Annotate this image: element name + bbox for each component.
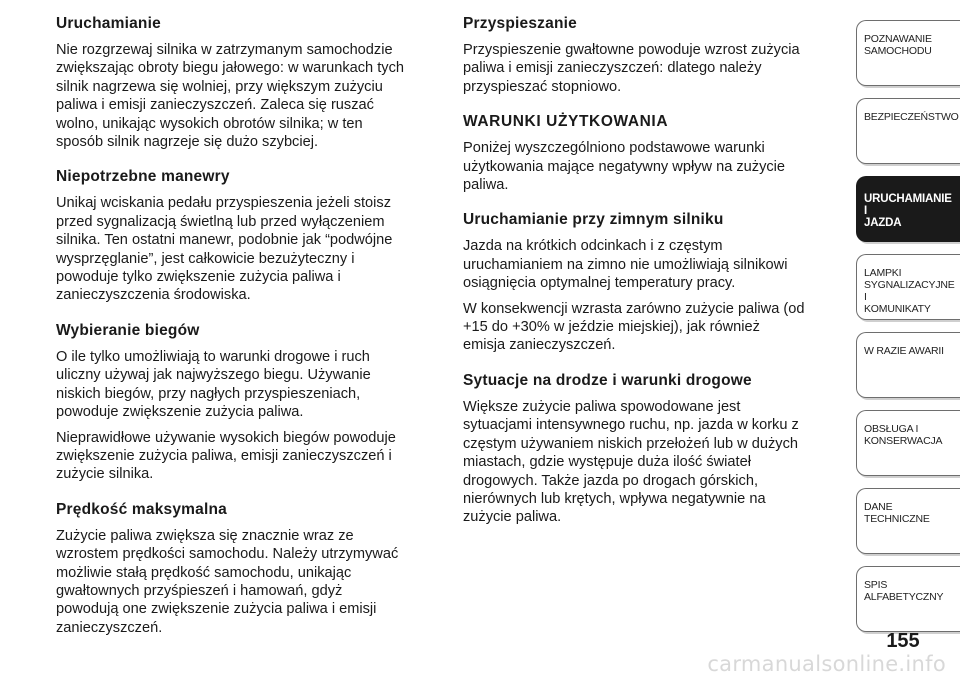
section-uruchamianie	[56, 14, 446, 151]
paragraph: Unikaj wciskania pedału przyspieszenia jeżeli stoisz przed sygnalizacją świetlną lub przed wyłączeniem silnika. Ten ostatni manewr, podobnie jak “podwójne wysprzęglanie”, jest całkowicie bezużyteczny i powoduje tylko zwiększenie zużycia paliwa i zanieczyszczenia środowiska.	[56, 195, 393, 304]
tab-w-razie-awarii[interactable]: W RAZIE AWARII	[856, 332, 960, 398]
tab-bezpieczenstwo[interactable]: BEZPIECZEŃSTWO	[856, 98, 960, 164]
paragraph: Większe zużycie paliwa spowodowane jest sytuacjami intensywnego ruchu, np. jazda w korku z częstym używaniem niskich przełożeń lub w dużych miastach, gdzie występuje duża ilość świateł drogowych. Także jazda po drogach górskich, nierównych lub krętych, wpływa negatywnie na zużycie paliwa.	[463, 398, 799, 526]
paragraph: O ile tylko umożliwiają to warunki drogowe i ruch uliczny używaj jak najwyższego biegu. Używanie niskich biegów, przy nagłych przyspieszeniach, powoduje zwiększenie zużycia paliwa.	[56, 348, 371, 421]
section-predkosc-maksymalna	[56, 500, 446, 637]
chapter-tabs	[856, 20, 960, 644]
section-heading: Niepotrzebne manewry	[56, 168, 230, 186]
tab-dane-techniczne[interactable]: DANE TECHNICZNE	[856, 488, 960, 554]
section-zimny-silnik	[463, 210, 848, 354]
section-sytuacje-na-drodze	[463, 371, 848, 527]
tab-poznawanie-samochodu[interactable]: POZNAWANIE SAMOCHODU	[856, 20, 960, 86]
section-heading: Uruchamianie przy zimnym silniku	[463, 211, 724, 229]
section-warunki-uzytkowania	[463, 112, 848, 194]
paragraph: Jazda na krótkich odcinkach i z częstym uruchamianiem na zimno nie umożliwiają silnikowi osiągnięcia optymalnej temperatury pracy.	[463, 238, 788, 292]
paragraph: Nieprawidłowe używanie wysokich biegów powoduje zwiększenie zużycia paliwa, emisji zanieczyszczeń i zużycie silnika.	[56, 429, 396, 483]
paragraph: Poniżej wyszczególniono podstawowe warunki użytkowania mające negatywny wpływ na zużycie paliwa.	[463, 140, 786, 194]
tab-spis-alfabetyczny[interactable]: SPIS ALFABETYCZNY	[856, 566, 960, 632]
right-column	[463, 14, 848, 534]
left-column	[56, 14, 446, 644]
paragraph: Zużycie paliwa zwiększa się znacznie wraz ze wzrostem prędkości samochodu. Należy utrzymywać możliwie stałą prędkość samochodu, unikając gwałtownych przyśpieszeń i hamowań, gdyż powodują one zwiększenie zużycia paliwa i emisji zanieczyszczeń.	[56, 527, 399, 636]
section-wybieranie-biegow	[56, 321, 446, 484]
section-heading: Sytuacje na drodze i warunki drogowe	[463, 371, 752, 389]
section-heading: Przyspieszanie	[463, 15, 577, 32]
paragraph: Nie rozgrzewaj silnika w zatrzymanym samochodzie zwiększając obroty biegu jałowego: w warunkach tych silnik nagrzewa się wolniej, przy większym zużyciu paliwa i emisji zanieczyszczeń. Zaleca się ruszać wolno, unikając wysokich obrotów silnika; w ten sposób silnik nagrzeje się dużo szybciej.	[56, 42, 404, 151]
section-heading: WARUNKI UŻYTKOWANIA	[463, 113, 669, 131]
paragraph: W konsekwencji wzrasta zarówno zużycie paliwa (od +15 do +30% w jeździe miejskiej), jak również emisja zanieczyszczeń.	[463, 300, 805, 354]
page-number: 155	[886, 630, 920, 652]
section-heading: Uruchamianie	[56, 15, 161, 32]
watermark: carmanualsonline.info	[707, 652, 946, 676]
section-heading: Prędkość maksymalna	[56, 500, 227, 518]
tab-obsluga-i-konserwacja[interactable]: OBSŁUGA I KONSERWACJA	[856, 410, 960, 476]
section-niepotrzebne-manewry	[56, 167, 446, 304]
paragraph: Przyspieszenie gwałtowne powoduje wzrost zużycia paliwa i emisji zanieczyszczeń: dlatego należy przyspieszać stopniowo.	[463, 42, 800, 95]
tab-lampki-sygnalizacyjne[interactable]: LAMPKI SYGNALIZACYJNE I KOMUNIKATY	[856, 254, 960, 320]
section-heading: Wybieranie biegów	[56, 321, 200, 339]
section-przyspieszanie	[463, 14, 848, 96]
tab-uruchamianie-i-jazda[interactable]: URUCHAMIANIE I JAZDA	[856, 176, 960, 242]
